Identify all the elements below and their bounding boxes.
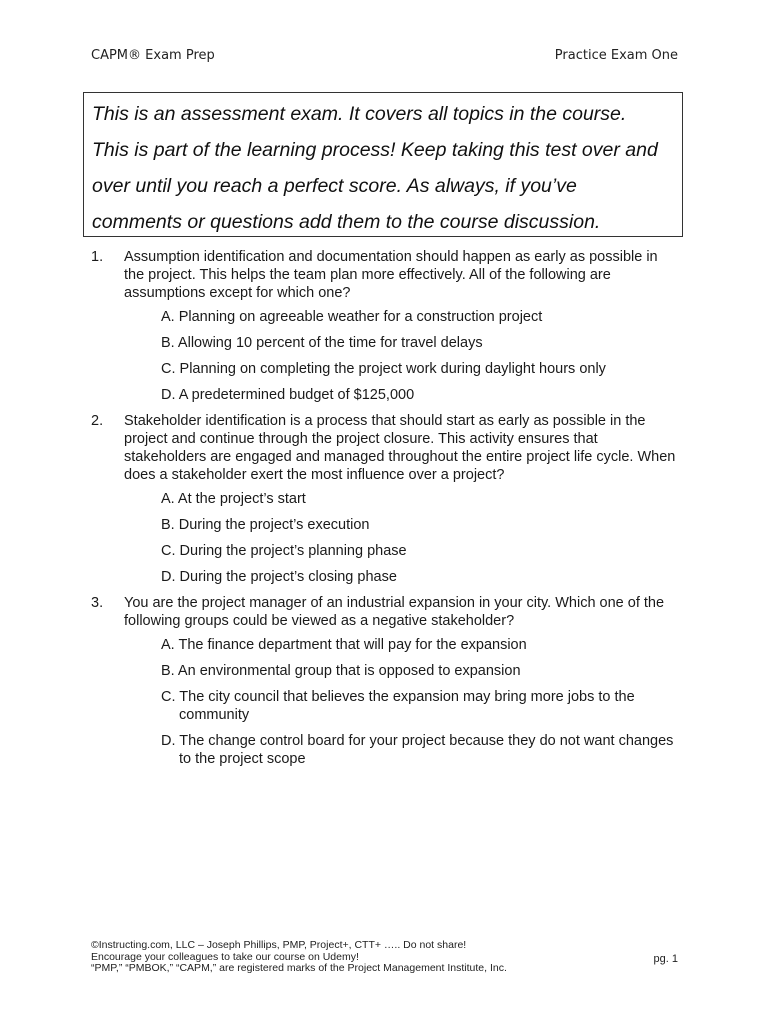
answer-options	[161, 636, 681, 768]
answer-option-c: C. Planning on completing the project work during daylight hours only	[161, 361, 606, 377]
notice-line: comments or questions add them to the course discussion.	[92, 211, 601, 233]
assessment-notice-box	[83, 92, 683, 237]
header-course-title: CAPM® Exam Prep	[91, 48, 215, 63]
question-list	[91, 248, 681, 776]
question-3	[91, 594, 681, 768]
answer-option-d: D. A predetermined budget of $125,000	[161, 387, 415, 403]
question-number: 3.	[91, 595, 104, 611]
footer-encourage: Encourage your colleagues to take our course on Udemy!	[91, 950, 359, 963]
notice-line: over until you reach a perfect score. As always, if you’ve	[92, 175, 577, 197]
question-text: You are the project manager of an industrial expansion in your city. Which one of the following groups could be viewed as a negative stakeholder?	[124, 595, 665, 629]
page-number: pg. 1	[653, 953, 678, 965]
answer-option-c: C. During the project’s planning phase	[161, 543, 407, 559]
question-text: Assumption identification and documentation should happen as early as possible in the project. This helps the team plan more effectively. All of the following are assumptions except for which one?	[124, 249, 658, 301]
question-text: Stakeholder identification is a process that should start as early as possible in the project and continue through the project closure. This activity ensures that stakeholders are engaged and managed throughout the entire project life cycle. When does a stakeholder exert the most influence over a project?	[124, 413, 676, 483]
answer-option-b: B. An environmental group that is opposed to expansion	[161, 663, 521, 679]
answer-option-d: D. The change control board for your project because they do not want changes to the project scope	[161, 733, 674, 767]
header-exam-title: Practice Exam One	[554, 48, 678, 63]
notice-line: This is part of the learning process! Keep taking this test over and	[92, 139, 658, 161]
question-number: 2.	[91, 413, 104, 429]
answer-option-a: A. At the project’s start	[161, 491, 306, 507]
question-1	[91, 248, 681, 404]
answer-option-d: D. During the project’s closing phase	[161, 569, 397, 585]
footer-trademarks: “PMP,” “PMBOK,” “CAPM,” are registered marks of the Project Management Institute, Inc.	[91, 962, 507, 974]
answer-option-b: B. During the project’s execution	[161, 517, 370, 533]
answer-option-b: B. Allowing 10 percent of the time for travel delays	[161, 335, 483, 351]
notice-line: This is an assessment exam. It covers all topics in the course.	[92, 103, 627, 125]
question-number: 1.	[91, 249, 104, 265]
answer-options	[161, 308, 681, 404]
question-2	[91, 412, 681, 586]
footer-notes	[91, 940, 507, 975]
answer-option-a: A. The finance department that will pay for the expansion	[161, 637, 527, 653]
answer-option-c: C. The city council that believes the expansion may bring more jobs to the community	[161, 689, 635, 723]
answer-option-a: A. Planning on agreeable weather for a construction project	[161, 309, 543, 325]
answer-options	[161, 490, 681, 586]
footer-copyright: ©Instructing.com, LLC – Joseph Phillips, PMP, Project+, CTT+ ….. Do not share!	[91, 939, 467, 951]
